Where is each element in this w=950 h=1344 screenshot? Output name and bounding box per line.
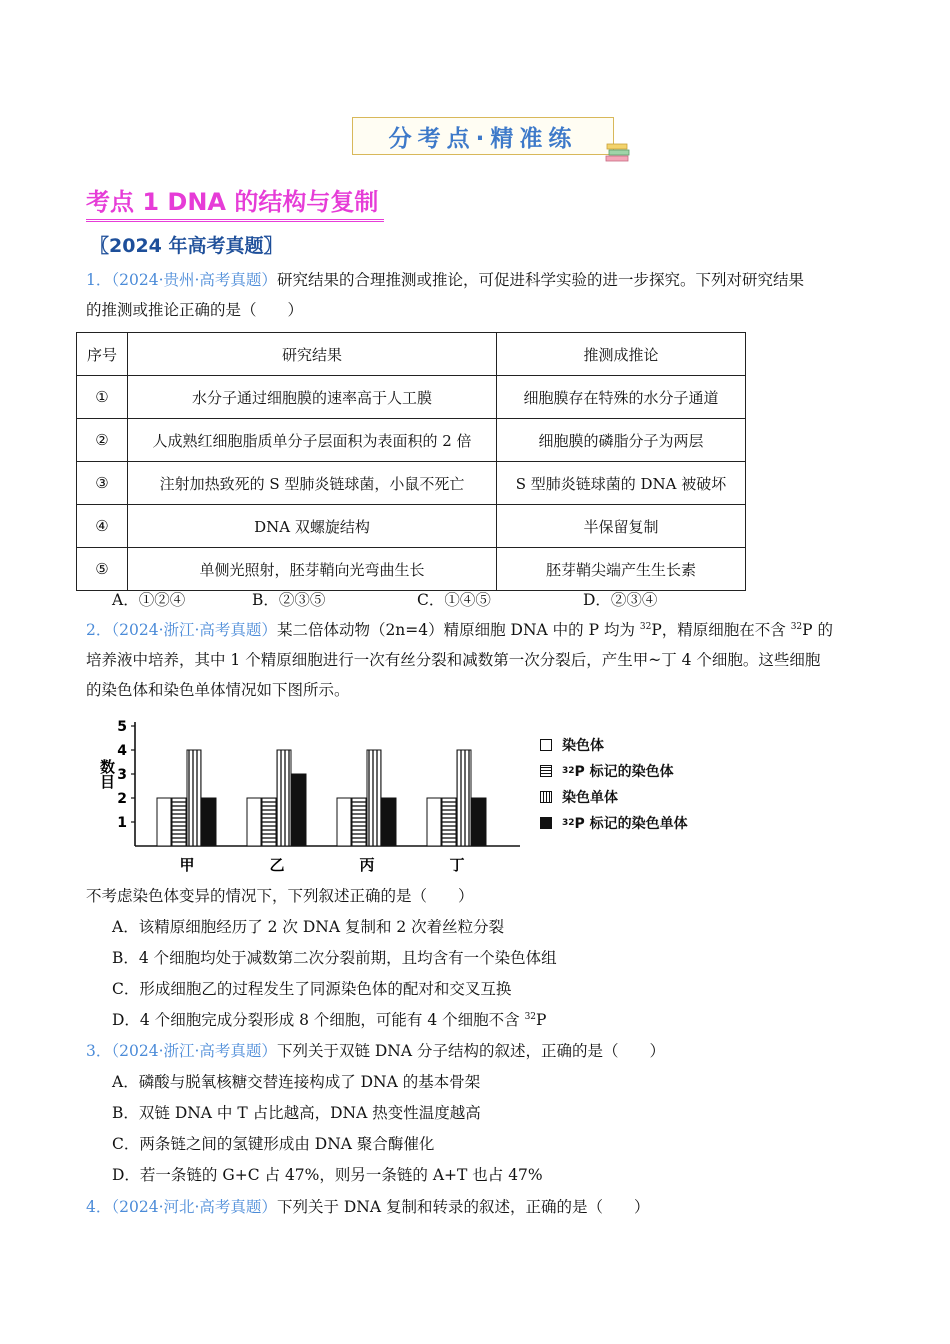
option-d-text: D．4 个细胞完成分裂形成 8 个细胞，可能有 4 个细胞不含 (112, 1011, 525, 1029)
option-d: D．②③④ (583, 591, 658, 609)
section-title: 考点 1 DNA 的结构与复制 (86, 182, 384, 222)
y-axis-label: 数目 (98, 759, 116, 789)
legend-swatch (540, 817, 552, 829)
bar-horizontal (352, 798, 366, 846)
y-tick-label: 1 (117, 815, 127, 831)
option-a: A．①②④ (112, 591, 186, 609)
bar-white (337, 798, 351, 846)
y-tick-label: 4 (117, 743, 127, 759)
option-d (112, 1005, 546, 1035)
y-tick-label: 5 (117, 719, 127, 735)
question-text: 下列关于 DNA 复制和转录的叙述，正确的是（ ） (276, 1198, 650, 1216)
question-number: 3． (86, 1042, 112, 1060)
bar-black (292, 774, 306, 846)
bar-vertical (457, 750, 471, 846)
table-cell: ② (77, 419, 128, 462)
legend-item: 32 P 标记的染色体 (540, 758, 688, 784)
table-cell: ③ (77, 462, 128, 505)
table-header: 序号 (77, 333, 128, 376)
bar-white (247, 798, 261, 846)
chromosome-bar-chart (95, 716, 530, 876)
table-cell: 水分子通过细胞膜的速率高于人工膜 (128, 376, 497, 419)
legend-item (540, 732, 688, 758)
question-source: （2024·河北·高考真题） (111, 1198, 277, 1216)
option-c: C．①④⑤ (417, 591, 491, 609)
question-source: （2024·浙江·高考真题） (111, 621, 277, 639)
option-c: C．形成细胞乙的过程发生了同源染色体的配对和交叉互换 (112, 980, 512, 998)
question-2-prompt: 不考虑染色体变异的情况下，下列叙述正确的是（ ） (86, 887, 474, 905)
question-number: 4． (86, 1198, 112, 1216)
question-text: P，精原细胞在不含 (651, 621, 791, 639)
question-text: 某二倍体动物（2n=4）精原细胞 DNA 中的 P 均为 (276, 621, 640, 639)
question-text-cont: 的染色体和染色单体情况如下图所示。 (86, 681, 350, 699)
table-cell: ④ (77, 505, 128, 548)
superscript: 32 (639, 622, 652, 632)
option-d: D．若一条链的 G+C 占 47%，则另一条链的 A+T 也占 47% (112, 1166, 543, 1184)
table-cell: 单侧光照射，胚芽鞘向光弯曲生长 (128, 548, 497, 591)
bar-white (157, 798, 171, 846)
question-4 (86, 1192, 649, 1222)
x-tick-label: 丙 (359, 856, 375, 874)
bar-horizontal (172, 798, 186, 846)
bar-horizontal (262, 798, 276, 846)
legend-label: 染色体 (562, 738, 604, 754)
x-tick-label: 甲 (179, 856, 195, 874)
table-cell: DNA 双螺旋结构 (128, 505, 497, 548)
x-tick-label: 丁 (449, 856, 465, 874)
y-tick-label: 3 (117, 767, 127, 783)
option-b: B．双链 DNA 中 T 占比越高，DNA 热变性温度越高 (112, 1104, 481, 1122)
table-cell: ① (77, 376, 128, 419)
question-1 (86, 265, 886, 325)
table-cell: 注射加热致死的 S 型肺炎链球菌，小鼠不死亡 (128, 462, 497, 505)
superscript: 32 (524, 1012, 537, 1022)
question-text-cont: 的推测或推论正确的是（ ） (86, 301, 304, 319)
bar-black (382, 798, 396, 846)
question-text: P 的 (802, 621, 834, 639)
option-a: A．该精原细胞经历了 2 次 DNA 复制和 2 次着丝粒分裂 (112, 918, 505, 936)
option-b: B．4 个细胞均处于减数第二次分裂前期，且均含有一个染色体组 (112, 949, 557, 967)
bar-white (427, 798, 441, 846)
books-icon (605, 140, 631, 162)
chart-legend (540, 732, 688, 836)
bar-vertical (277, 750, 291, 846)
table-row (77, 505, 746, 548)
legend-swatch (540, 739, 552, 751)
bar-vertical (187, 750, 201, 846)
subsection-title: 〖2024 年高考真题〗 (90, 235, 283, 257)
superscript: 32 (790, 622, 803, 632)
question-source: （2024·贵州·高考真题） (111, 271, 277, 289)
legend-label: P 标记的染色体 (574, 764, 674, 780)
banner-text: 分考点·精准练 (388, 125, 578, 152)
table-cell: 人成熟红细胞脂质单分子层面积为表面积的 2 倍 (128, 419, 497, 462)
option-d-tail: P (536, 1011, 547, 1029)
table-header: 推测成推论 (497, 333, 746, 376)
table-row (77, 462, 746, 505)
question-text: 下列关于双链 DNA 分子结构的叙述，正确的是（ ） (276, 1042, 665, 1060)
question-text: 研究结果的合理推测或推论，可促进科学实验的进一步探究。下列对研究结果 (276, 271, 804, 289)
legend-item (540, 784, 688, 810)
research-table (76, 332, 746, 591)
option-b: B．②③⑤ (252, 591, 326, 609)
question-number: 1． (86, 271, 112, 289)
table-cell: 胚芽鞘尖端产生生长素 (497, 548, 746, 591)
table-cell: ⑤ (77, 548, 128, 591)
legend-label: 染色单体 (562, 790, 618, 806)
legend-swatch (540, 791, 552, 803)
y-tick-label: 2 (117, 791, 127, 807)
section-banner (352, 117, 614, 155)
question-2 (86, 615, 886, 705)
question-source: （2024·浙江·高考真题） (111, 1042, 277, 1060)
table-header-row (77, 333, 746, 376)
bar-horizontal (442, 798, 456, 846)
table-row (77, 419, 746, 462)
x-tick-label: 乙 (269, 856, 285, 874)
bar-black (472, 798, 486, 846)
table-cell: S 型肺炎链球菌的 DNA 被破坏 (497, 462, 746, 505)
bar-black (202, 798, 216, 846)
bar-vertical (367, 750, 381, 846)
option-a: A．磷酸与脱氧核糖交替连接构成了 DNA 的基本骨架 (112, 1073, 481, 1091)
table-cell: 细胞膜的磷脂分子为两层 (497, 419, 746, 462)
table-row (77, 548, 746, 591)
question-text-cont: 培养液中培养，其中 1 个精原细胞进行一次有丝分裂和减数第一次分裂后，产生甲~丁 4 个细胞。这些细胞 (86, 651, 821, 669)
question-3 (86, 1036, 665, 1066)
question-number: 2． (86, 621, 112, 639)
table-cell: 细胞膜存在特殊的水分子通道 (497, 376, 746, 419)
table-header: 研究结果 (128, 333, 497, 376)
option-c: C．两条链之间的氢键形成由 DNA 聚合酶催化 (112, 1135, 435, 1153)
legend-label: P 标记的染色单体 (574, 816, 688, 832)
legend-swatch (540, 765, 552, 777)
legend-item: 32 P 标记的染色单体 (540, 810, 688, 836)
table-cell: 半保留复制 (497, 505, 746, 548)
table-row (77, 376, 746, 419)
